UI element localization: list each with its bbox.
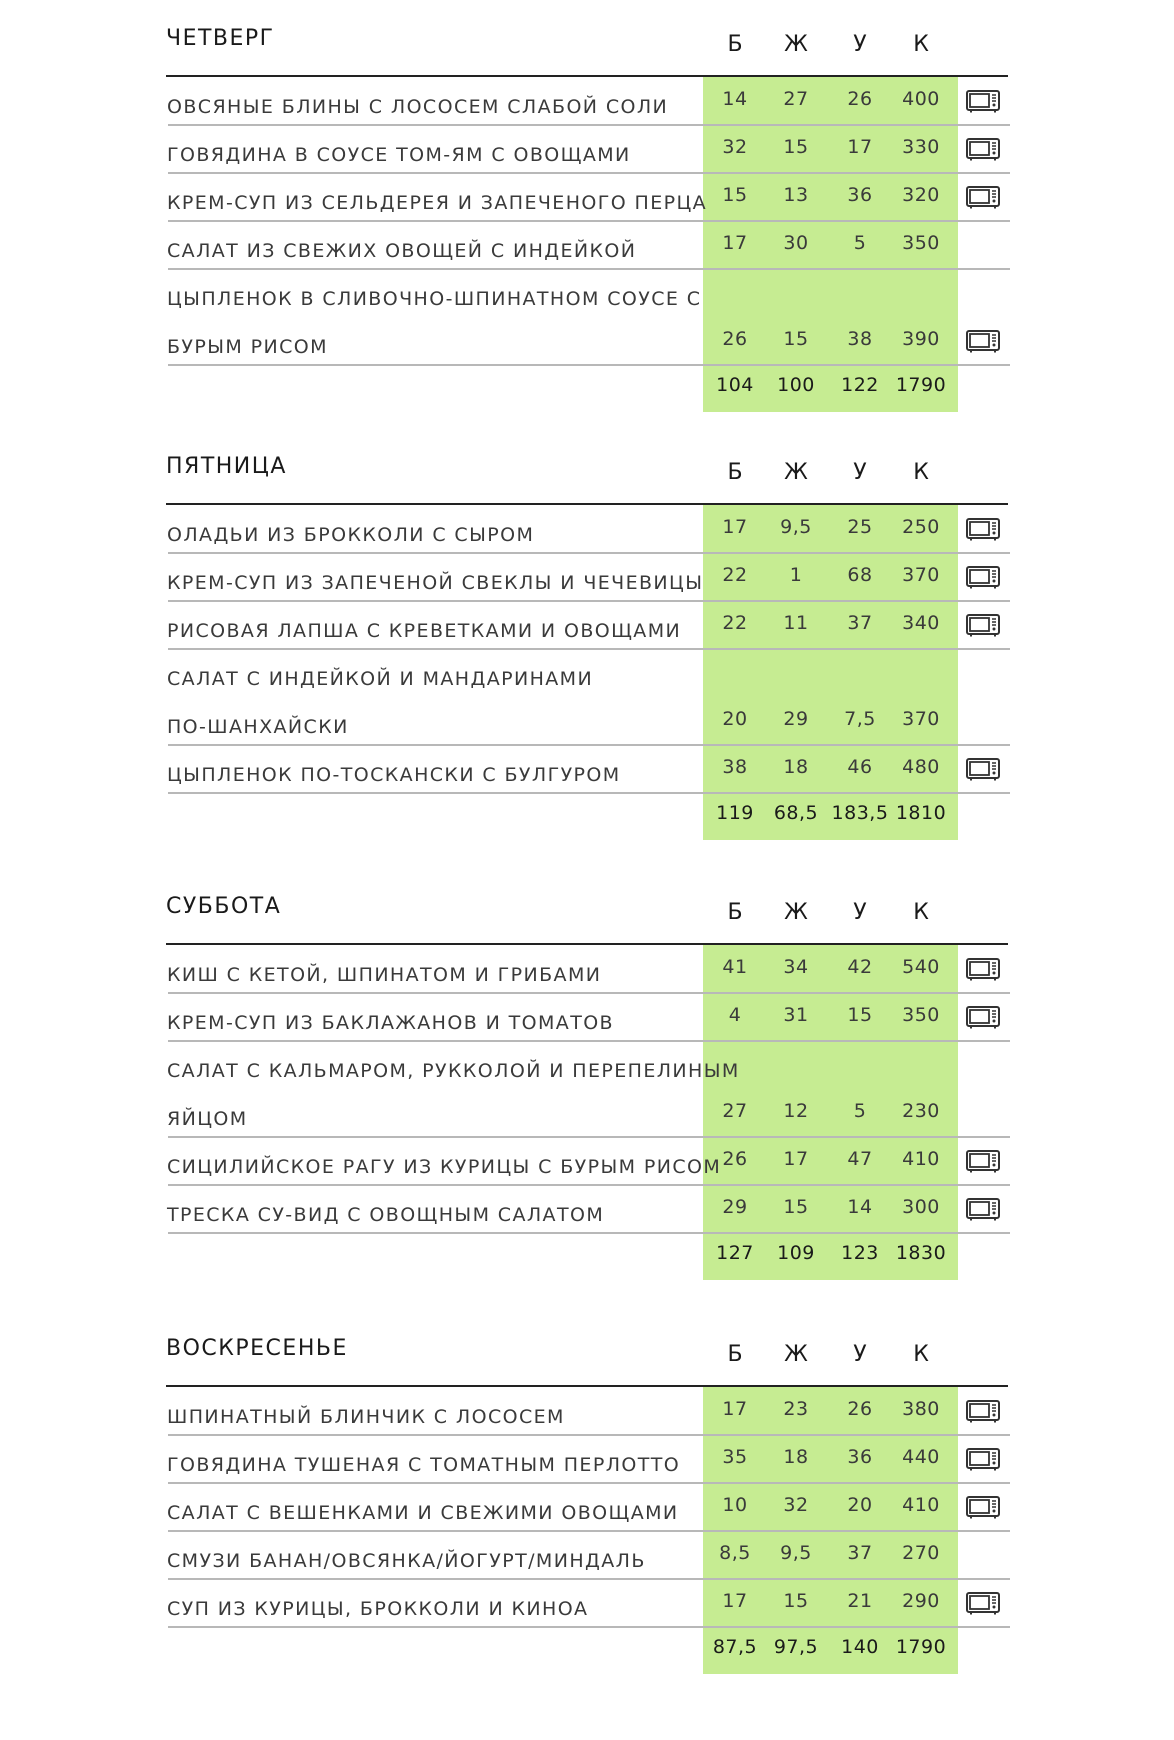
dish-name: КРЕМ-СУП ИЗ СЕЛЬДЕРЕЯ И ЗАПЕЧЕНОГО ПЕРЦА — [167, 192, 708, 214]
nutrition-value: 42 — [847, 956, 873, 978]
nutrition-value: 9,5 — [780, 1542, 812, 1564]
nutrition-value: 15 — [783, 1196, 809, 1218]
nutrition-value: 23 — [783, 1398, 809, 1420]
nutrition-value: 29 — [722, 1196, 748, 1218]
nutrition-value: 350 — [902, 232, 940, 254]
nutrition-value: 380 — [902, 1398, 940, 1420]
total-value: 109 — [777, 1242, 815, 1264]
microwave-icon — [966, 186, 1000, 209]
nutrition-value: 410 — [902, 1148, 940, 1170]
nutrition-value: 5 — [853, 232, 867, 254]
microwave-icon — [966, 90, 1000, 113]
microwave-icon — [966, 958, 1000, 981]
nutrition-value: 370 — [902, 564, 940, 586]
nutrition-value: 32 — [783, 1494, 809, 1516]
microwave-icon — [966, 1006, 1000, 1029]
dish-name: СИЦИЛИЙСКОЕ РАГУ ИЗ КУРИЦЫ С БУРЫМ РИСОМ — [167, 1156, 722, 1178]
row-divider — [168, 744, 1010, 746]
dish-name: ГОВЯДИНА В СОУСЕ ТОМ-ЯМ С ОВОЩАМИ — [167, 144, 631, 166]
dish-name: КРЕМ-СУП ИЗ БАКЛАЖАНОВ И ТОМАТОВ — [167, 1012, 614, 1034]
nutrition-value: 31 — [783, 1004, 809, 1026]
dish-name: ЦЫПЛЕНОК ПО-ТОСКАНСКИ С БУЛГУРОМ — [167, 764, 621, 786]
total-value: 140 — [841, 1636, 879, 1658]
column-header: К — [913, 1342, 929, 1367]
header-rule — [166, 943, 1008, 945]
nutrition-value: 17 — [783, 1148, 809, 1170]
microwave-icon — [966, 614, 1000, 637]
nutrition-value: 25 — [847, 516, 873, 538]
nutrition-value: 17 — [722, 1590, 748, 1612]
day-title: ЧЕТВЕРГ — [166, 26, 275, 51]
dish-name: ЦЫПЛЕНОК В СЛИВОЧНО-ШПИНАТНОМ СОУСЕ С — [167, 288, 702, 310]
microwave-icon — [966, 566, 1000, 589]
column-header: Ж — [784, 1342, 808, 1367]
microwave-icon — [966, 330, 1000, 353]
nutrition-value: 41 — [722, 956, 748, 978]
column-header: Б — [727, 460, 743, 485]
row-divider — [168, 124, 1010, 126]
column-header: Ж — [784, 32, 808, 57]
column-header: К — [913, 32, 929, 57]
row-divider — [168, 792, 1010, 794]
dish-name: КИШ С КЕТОЙ, ШПИНАТОМ И ГРИБАМИ — [167, 964, 602, 986]
dish-name: ЯЙЦОМ — [167, 1108, 248, 1130]
nutrition-value: 250 — [902, 516, 940, 538]
nutrition-value: 340 — [902, 612, 940, 634]
row-divider — [168, 268, 1010, 270]
row-divider — [168, 220, 1010, 222]
microwave-icon — [966, 758, 1000, 781]
column-header: У — [853, 900, 867, 925]
total-value: 87,5 — [712, 1636, 758, 1658]
nutrition-value: 440 — [902, 1446, 940, 1468]
row-divider — [168, 600, 1010, 602]
nutrition-value: 9,5 — [780, 516, 812, 538]
total-value: 1790 — [895, 374, 947, 396]
row-divider — [168, 1434, 1010, 1436]
row-divider — [168, 172, 1010, 174]
total-value: 100 — [777, 374, 815, 396]
header-rule — [166, 75, 1008, 77]
column-header: Б — [727, 900, 743, 925]
nutrition-value: 20 — [847, 1494, 873, 1516]
nutrition-value: 68 — [847, 564, 873, 586]
dish-name: ПО-ШАНХАЙСКИ — [167, 716, 349, 738]
dish-name: САЛАТ С КАЛЬМАРОМ, РУККОЛОЙ И ПЕРЕПЕЛИНЫМ — [167, 1060, 740, 1082]
nutrition-value: 480 — [902, 756, 940, 778]
header-rule — [166, 503, 1008, 505]
nutrition-value: 330 — [902, 136, 940, 158]
nutrition-value: 36 — [847, 184, 873, 206]
row-divider — [168, 1530, 1010, 1532]
nutrition-value: 22 — [722, 612, 748, 634]
microwave-icon — [966, 1592, 1000, 1615]
day-title: СУББОТА — [166, 894, 282, 919]
total-value: 97,5 — [773, 1636, 819, 1658]
column-header: У — [853, 1342, 867, 1367]
total-value: 183,5 — [831, 802, 889, 824]
nutrition-value: 540 — [902, 956, 940, 978]
row-divider — [168, 1040, 1010, 1042]
nutrition-value: 47 — [847, 1148, 873, 1170]
column-header: К — [913, 900, 929, 925]
column-header: У — [853, 32, 867, 57]
nutrition-value: 38 — [847, 328, 873, 350]
row-divider — [168, 552, 1010, 554]
nutrition-value: 17 — [847, 136, 873, 158]
nutrition-value: 37 — [847, 1542, 873, 1564]
microwave-icon — [966, 1198, 1000, 1221]
nutrition-value: 35 — [722, 1446, 748, 1468]
nutrition-value: 11 — [783, 612, 809, 634]
nutrition-value: 14 — [722, 88, 748, 110]
nutrition-value: 5 — [853, 1100, 867, 1122]
day-section — [0, 868, 1174, 1298]
row-divider — [168, 1136, 1010, 1138]
day-section — [0, 428, 1174, 858]
nutrition-value: 270 — [902, 1542, 940, 1564]
nutrition-value: 10 — [722, 1494, 748, 1516]
nutrition-value: 7,5 — [844, 708, 876, 730]
column-header: У — [853, 460, 867, 485]
row-divider — [168, 1578, 1010, 1580]
dish-name: ТРЕСКА СУ-ВИД С ОВОЩНЫМ САЛАТОМ — [167, 1204, 605, 1226]
dish-name: САЛАТ ИЗ СВЕЖИХ ОВОЩЕЙ С ИНДЕЙКОЙ — [167, 240, 637, 262]
row-divider — [168, 992, 1010, 994]
nutrition-value: 15 — [783, 328, 809, 350]
nutrition-value: 27 — [783, 88, 809, 110]
microwave-icon — [966, 1150, 1000, 1173]
nutrition-value: 15 — [722, 184, 748, 206]
microwave-icon — [966, 1496, 1000, 1519]
column-header: Ж — [784, 460, 808, 485]
nutrition-value: 22 — [722, 564, 748, 586]
row-divider — [168, 1626, 1010, 1628]
microwave-icon — [966, 518, 1000, 541]
nutrition-value: 15 — [783, 136, 809, 158]
nutrition-value: 370 — [902, 708, 940, 730]
nutrition-value: 14 — [847, 1196, 873, 1218]
nutrition-value: 1 — [789, 564, 803, 586]
microwave-icon — [966, 1448, 1000, 1471]
nutrition-value: 410 — [902, 1494, 940, 1516]
total-value: 123 — [841, 1242, 879, 1264]
column-header: К — [913, 460, 929, 485]
dish-name: САЛАТ С ВЕШЕНКАМИ И СВЕЖИМИ ОВОЩАМИ — [167, 1502, 679, 1524]
row-divider — [168, 1482, 1010, 1484]
microwave-icon — [966, 138, 1000, 161]
nutrition-value: 300 — [902, 1196, 940, 1218]
nutrition-value: 400 — [902, 88, 940, 110]
nutrition-value: 17 — [722, 516, 748, 538]
total-value: 68,5 — [773, 802, 819, 824]
total-value: 127 — [716, 1242, 754, 1264]
nutrition-value: 36 — [847, 1446, 873, 1468]
column-header: Ж — [784, 900, 808, 925]
nutrition-value: 15 — [783, 1590, 809, 1612]
header-rule — [166, 1385, 1008, 1387]
row-divider — [168, 648, 1010, 650]
total-value: 1830 — [895, 1242, 947, 1264]
nutrition-value: 320 — [902, 184, 940, 206]
dish-name: СУП ИЗ КУРИЦЫ, БРОККОЛИ И КИНОА — [167, 1598, 589, 1620]
row-divider — [168, 364, 1010, 366]
nutrition-value: 4 — [728, 1004, 742, 1026]
nutrition-value: 18 — [783, 1446, 809, 1468]
total-value: 1810 — [895, 802, 947, 824]
dish-name: РИСОВАЯ ЛАПША С КРЕВЕТКАМИ И ОВОЩАМИ — [167, 620, 682, 642]
day-title: ВОСКРЕСЕНЬЕ — [166, 1336, 348, 1361]
nutrition-value: 17 — [722, 232, 748, 254]
nutrition-value: 8,5 — [719, 1542, 751, 1564]
microwave-icon — [966, 1400, 1000, 1423]
nutrition-value: 46 — [847, 756, 873, 778]
nutrition-value: 390 — [902, 328, 940, 350]
total-value: 104 — [716, 374, 754, 396]
nutrition-value: 290 — [902, 1590, 940, 1612]
dish-name: ГОВЯДИНА ТУШЕНАЯ С ТОМАТНЫМ ПЕРЛОТТО — [167, 1454, 681, 1476]
nutrition-value: 27 — [722, 1100, 748, 1122]
nutrition-value: 230 — [902, 1100, 940, 1122]
row-divider — [168, 1232, 1010, 1234]
dish-name: ОВСЯНЫЕ БЛИНЫ С ЛОСОСЕМ СЛАБОЙ СОЛИ — [167, 96, 669, 118]
dish-name: ОЛАДЬИ ИЗ БРОККОЛИ С СЫРОМ — [167, 524, 535, 546]
nutrition-value: 21 — [847, 1590, 873, 1612]
dish-name: БУРЫМ РИСОМ — [167, 336, 328, 358]
nutrition-value: 20 — [722, 708, 748, 730]
total-value: 119 — [716, 802, 754, 824]
dish-name: СМУЗИ БАНАН/ОВСЯНКА/ЙОГУРТ/МИНДАЛЬ — [167, 1550, 646, 1572]
total-value: 122 — [841, 374, 879, 396]
nutrition-value: 17 — [722, 1398, 748, 1420]
dish-name: ШПИНАТНЫЙ БЛИНЧИК С ЛОСОСЕМ — [167, 1406, 565, 1428]
row-divider — [168, 1184, 1010, 1186]
nutrition-value: 26 — [722, 1148, 748, 1170]
column-header: Б — [727, 1342, 743, 1367]
nutrition-value: 26 — [847, 88, 873, 110]
dish-name: САЛАТ С ИНДЕЙКОЙ И МАНДАРИНАМИ — [167, 668, 594, 690]
nutrition-value: 26 — [847, 1398, 873, 1420]
nutrition-value: 37 — [847, 612, 873, 634]
nutrition-value: 32 — [722, 136, 748, 158]
day-title: ПЯТНИЦА — [166, 454, 287, 479]
nutrition-value: 26 — [722, 328, 748, 350]
nutrition-value: 12 — [783, 1100, 809, 1122]
nutrition-value: 38 — [722, 756, 748, 778]
column-header: Б — [727, 32, 743, 57]
total-value: 1790 — [895, 1636, 947, 1658]
nutrition-value: 30 — [783, 232, 809, 254]
nutrition-value: 29 — [783, 708, 809, 730]
day-section — [0, 1310, 1174, 1740]
nutrition-value: 15 — [847, 1004, 873, 1026]
nutrition-value: 18 — [783, 756, 809, 778]
nutrition-value: 13 — [783, 184, 809, 206]
kcal-column-highlight — [703, 504, 958, 840]
dish-name: КРЕМ-СУП ИЗ ЗАПЕЧЕНОЙ СВЕКЛЫ И ЧЕЧЕВИЦЫ — [167, 572, 704, 594]
nutrition-value: 34 — [783, 956, 809, 978]
day-section — [0, 0, 1174, 430]
nutrition-value: 350 — [902, 1004, 940, 1026]
